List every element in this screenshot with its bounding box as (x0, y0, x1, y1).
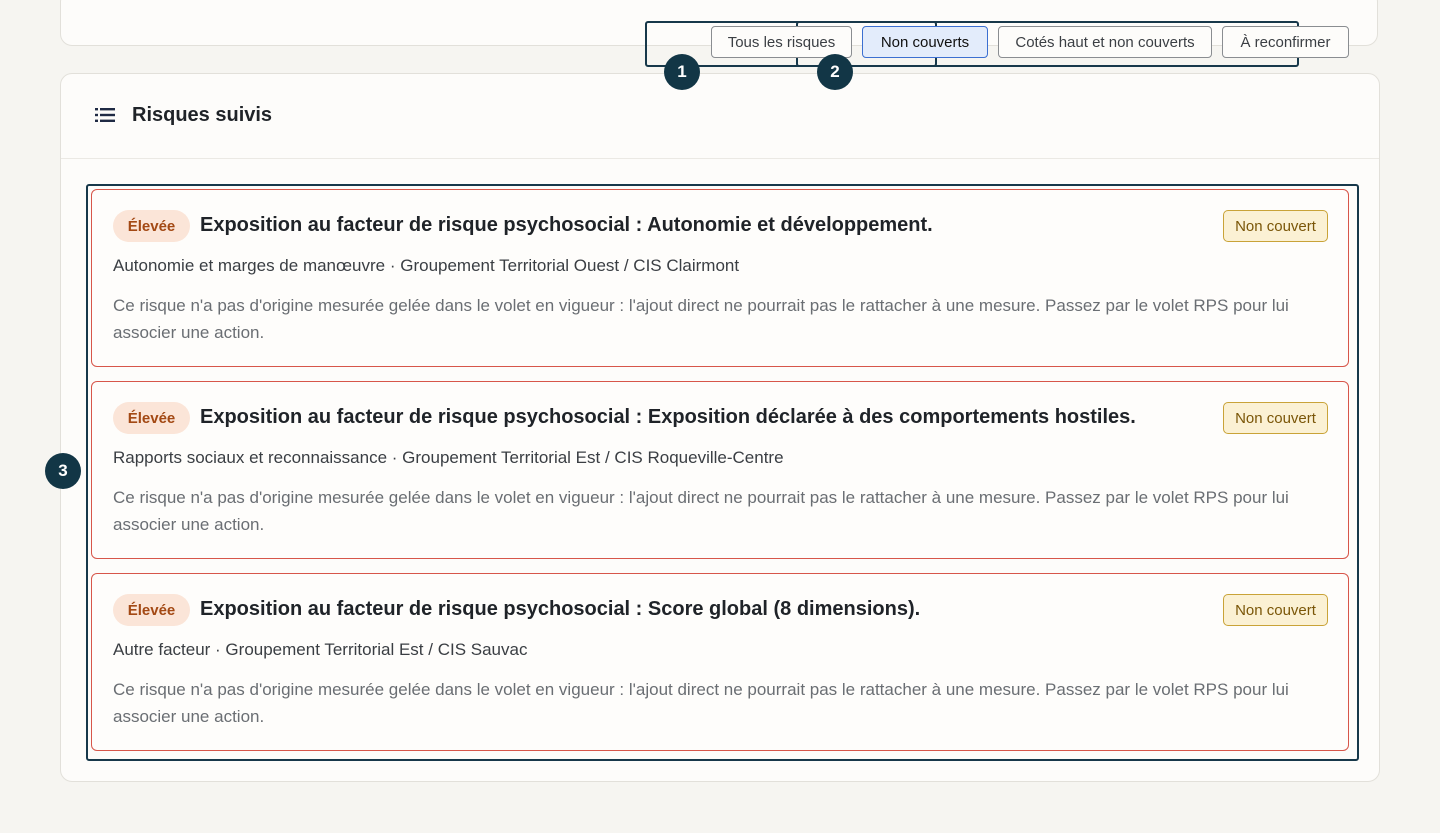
filter-all-risks[interactable]: Tous les risques (711, 26, 852, 58)
risk-description: Ce risque n'a pas d'origine mesurée gelée dans le volet en vigueur : l'ajout direct ne pourrait pas le rattacher à une mesure. Passez par le volet RPS pour lui associer une action. (113, 680, 1289, 726)
panel-header (61, 74, 1379, 159)
risk-meta: Rapports sociaux et reconnaissance · Groupement Territorial Est / CIS Roqueville-Centre (113, 448, 784, 467)
marker-2: 2 (817, 54, 853, 90)
risk-title: Exposition au facteur de risque psychosocial : Exposition déclarée à des comportements hostiles. (200, 406, 1136, 428)
marker-3: 3 (45, 453, 81, 489)
filter-uncovered[interactable]: Non couverts (862, 26, 988, 58)
filter-to-reconfirm[interactable]: À reconfirmer (1222, 26, 1349, 58)
panel-title: Risques suivis (132, 104, 273, 126)
list-icon (95, 108, 115, 122)
risk-meta: Autonomie et marges de manœuvre · Groupement Territorial Ouest / CIS Clairmont (113, 256, 740, 275)
severity-badge: Élevée (113, 402, 190, 434)
filter-high-uncovered[interactable]: Cotés haut et non couverts (998, 26, 1212, 58)
risk-card[interactable] (91, 189, 1349, 367)
risk-description: Ce risque n'a pas d'origine mesurée gelée dans le volet en vigueur : l'ajout direct ne pourrait pas le rattacher à une mesure. Passez par le volet RPS pour lui associer une action. (113, 296, 1289, 342)
risk-title: Exposition au facteur de risque psychosocial : Autonomie et développement. (200, 214, 933, 236)
risk-description: Ce risque n'a pas d'origine mesurée gelée dans le volet en vigueur : l'ajout direct ne pourrait pas le rattacher à une mesure. Passez par le volet RPS pour lui associer une action. (113, 488, 1289, 534)
severity-badge: Élevée (113, 210, 190, 242)
severity-badge: Élevée (113, 594, 190, 626)
status-badge: Non couvert (1223, 594, 1328, 626)
marker-1: 1 (664, 54, 700, 90)
risk-card[interactable] (91, 573, 1349, 751)
risk-meta: Autre facteur · Groupement Territorial Est / CIS Sauvac (113, 640, 528, 659)
risk-title: Exposition au facteur de risque psychosocial : Score global (8 dimensions). (200, 598, 921, 620)
status-badge: Non couvert (1223, 210, 1328, 242)
risk-card[interactable] (91, 381, 1349, 559)
status-badge: Non couvert (1223, 402, 1328, 434)
